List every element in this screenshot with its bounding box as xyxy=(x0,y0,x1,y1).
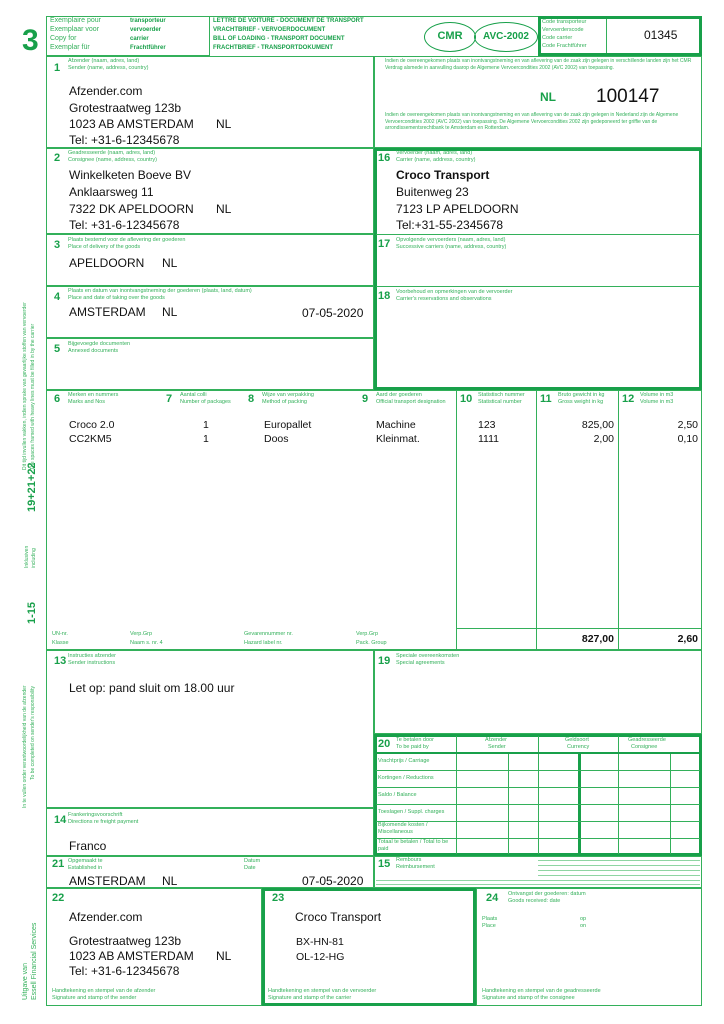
pay-row-carriage: Vrachtprijs / Carriage xyxy=(378,758,430,764)
carrier-phone: Tel:+31-55-2345678 xyxy=(396,218,504,232)
goods-row-2-marks: CC2KM5 xyxy=(69,433,112,445)
col-6-label-en: Marks and Nos xyxy=(68,399,105,405)
copy-label-4: Exemplar für xyxy=(50,44,90,51)
box-14-label-nl: Frankeringsvoorschrift xyxy=(68,812,123,818)
box-5-label-en: Annexed documents xyxy=(68,348,119,354)
goods-row-1-marks: Croco 2.0 xyxy=(69,419,115,431)
total-volume: 2,60 xyxy=(677,633,698,645)
copy-value-1: transporteur xyxy=(130,18,166,24)
established-place: AMSTERDAM xyxy=(69,874,146,888)
box-17-number: 17 xyxy=(378,238,391,250)
side-note-sender-b: To be completed on sender's responsibility xyxy=(30,685,36,780)
sig-sender-caption-en: Signature and stamp of the sender xyxy=(52,995,137,1001)
col-10-number: 10 xyxy=(460,393,473,405)
un-label-2: Naam s. nr. 4 xyxy=(130,640,163,646)
consignee-city: 7322 DK APELDOORN xyxy=(69,202,194,216)
col-11-label-nl: Bruto gewicht in kg xyxy=(558,392,605,398)
total-weight: 827,00 xyxy=(581,633,614,645)
sender-street: Grotestraatweg 123b xyxy=(69,101,182,115)
carrier-code-value: 01345 xyxy=(644,28,678,42)
box-1-label-en: Sender (name, address, country) xyxy=(68,65,149,71)
box-19-number: 19 xyxy=(378,655,391,667)
un-label-3: Klasse xyxy=(52,640,69,646)
box-21-date-label-nl: Datum xyxy=(244,858,261,864)
box-2-label-nl: Geadresseerde (naam, adres, land) xyxy=(68,150,156,156)
sig-sender-phone: Tel: +31-6-12345678 xyxy=(69,964,180,978)
col-12-number: 12 xyxy=(622,393,635,405)
sender-phone: Tel: +31-6-12345678 xyxy=(69,133,180,147)
col-12-label-en: Volume in m3 xyxy=(640,399,674,405)
carrier-code-label-4: Code Frachtführer xyxy=(542,43,587,49)
takeover-date: 07-05-2020 xyxy=(302,306,364,320)
pay-col-consignee-2: Consignee xyxy=(631,744,658,750)
established-date: 07-05-2020 xyxy=(302,874,364,888)
box-19-label-en: Special agreements xyxy=(396,660,445,666)
col-7-label-en: Number of packages xyxy=(180,399,231,405)
un-label-8: Pack. Group xyxy=(356,640,387,646)
goods-row-1-packing: Europallet xyxy=(264,419,312,431)
col-8-number: 8 xyxy=(248,393,255,405)
box-1-label-nl: Afzender (naam, adres, land) xyxy=(68,58,140,64)
consignee-phone: Tel: +31-6-12345678 xyxy=(69,218,180,232)
avc-badge: AVC-2002 xyxy=(474,22,538,52)
box-24-place-nl: Plaats xyxy=(482,916,498,922)
col-6-number: 6 xyxy=(54,393,61,405)
sig-carrier-trailer-plate: OL-12-HG xyxy=(296,951,345,963)
col-10-label-nl: Statistisch nummer xyxy=(478,392,525,398)
box-3-label-nl: Plaats bestemd voor de aflevering der goederen xyxy=(68,237,186,243)
consignee-country: NL xyxy=(216,202,232,216)
un-label-5: Gevarennummer nr. xyxy=(244,631,293,637)
box-23-number: 23 xyxy=(272,892,285,904)
un-label-1: UN-nr. xyxy=(52,631,68,637)
delivery-country: NL xyxy=(162,256,178,270)
box-24-time-en: on xyxy=(580,923,587,929)
copy-value-3: carrier xyxy=(130,36,149,42)
pay-col-sender-1: Afzender xyxy=(485,737,508,743)
col-11-number: 11 xyxy=(540,393,552,405)
copy-number: 3 xyxy=(22,24,39,57)
notice-bottom-text: Indien de overeengekomen plaats van inontvangstneming en van aflevering van de zaak zijn gelegen in Nederland zijn de Algemene Vervoercondities 2002 (AVC 2002) van toepassing. De Algemene Vervoercondities 2002 zijn gedeponeerd ter griffie van de arrondissementsrechtbank te Amsterdam en Rotterdam. xyxy=(385,112,679,131)
box-4-label-en: Place and date of taking over the goods xyxy=(68,295,165,301)
goods-row-1-weight: 825,00 xyxy=(581,419,614,431)
doc-title-4: FRACHTBRIEF - TRANSPORTDOKUMENT xyxy=(213,45,333,51)
sig-sender-city: 1023 AB AMSTERDAM xyxy=(69,949,194,963)
col-10-label-en: Statistical number xyxy=(478,399,522,405)
goods-row-2-volume: 0,10 xyxy=(677,433,698,445)
carrier-code-label-3: Code carrier xyxy=(542,35,573,41)
box-17-label-en: Successive carriers (name, address, country) xyxy=(396,244,507,250)
pay-col-currency-2: Currency xyxy=(567,744,590,750)
box-13-number: 13 xyxy=(54,655,67,667)
un-label-6: Hazard label nr. xyxy=(244,640,283,646)
box-18-number: 18 xyxy=(378,290,391,302)
box-3-number: 3 xyxy=(54,239,61,251)
takeover-place: AMSTERDAM xyxy=(69,305,146,319)
sig-sender-country: NL xyxy=(216,949,232,963)
sender-country: NL xyxy=(216,117,232,131)
box-2-number: 2 xyxy=(54,152,61,164)
pay-row-reductions: Kortingen / Reductions xyxy=(378,775,434,781)
sig-carrier-caption-nl: Handtekening en stempel van de vervoerder xyxy=(268,988,377,994)
box-14-label-en: Directions re freight payment xyxy=(68,819,139,825)
box-21-date-label-en: Date xyxy=(244,865,256,871)
col-9-label-en: Official transport designation xyxy=(376,399,446,405)
box-15-label-nl: Rembours xyxy=(396,857,422,863)
box-17-label-nl: Opvolgende vervoerders (naam, adres, land) xyxy=(396,237,506,243)
box-1-number: 1 xyxy=(54,62,61,74)
goods-row-1-nature: Machine xyxy=(376,419,416,431)
copy-label-1: Exemplaire pour xyxy=(50,17,101,24)
sig-sender-street: Grotestraatweg 123b xyxy=(69,934,182,948)
box-18-label-en: Carrier's reservations and observations xyxy=(396,296,492,302)
box-19-label-nl: Speciale overeenkomsten xyxy=(396,653,460,659)
notice-top-text: Indien de overeengekomen plaats van inontvangstneming en van aflevering van de zaak zijn gelegen in verschillende landen zijn het CMR Verdrag alsmede in aanvulling daarop de Algemene Vervoercondities 2002 (AVC 2002) van toepassing. xyxy=(385,58,692,71)
un-label-7: Verp.Grp xyxy=(356,631,379,637)
copy-value-4: Frachtführer xyxy=(130,45,166,51)
col-6-label-nl: Merken en nummers xyxy=(68,392,119,398)
box-2-label-en: Consignee (name, address, country) xyxy=(68,157,157,163)
box-14-number: 14 xyxy=(54,814,67,826)
box-3-label-en: Place of delivery of the goods xyxy=(68,244,141,250)
box-13-instructions xyxy=(46,650,374,808)
box-18-label-nl: Voorbehoud en opmerkingen van de vervoerder xyxy=(396,289,513,295)
pay-col-currency-1: Geldsoort xyxy=(565,737,589,743)
consignee-street: Anklaarsweg 11 xyxy=(69,185,154,199)
box-16-label-nl: Vervoerder (naam, adres, land) xyxy=(396,150,473,156)
box-16-number: 16 xyxy=(378,152,391,164)
box-15-label-en: Reimbursement xyxy=(396,864,435,870)
sender-city: 1023 AB AMSTERDAM xyxy=(69,117,194,131)
pay-row-misc: Bijkomende kosten / Miscellaneous xyxy=(378,822,428,835)
side-range-including-a: Inklusiven xyxy=(24,545,30,568)
col-7-label-nl: Aantal colli xyxy=(180,392,207,398)
sender-instructions: Let op: pand sluit om 18.00 uur xyxy=(69,681,235,695)
box-5-number: 5 xyxy=(54,343,61,355)
takeover-country: NL xyxy=(162,305,178,319)
copy-label-2: Exemplaar voor xyxy=(50,26,100,33)
box-5-label-nl: Bijgevoegde documenten xyxy=(68,341,131,347)
pay-col-sender-2: Sender xyxy=(488,744,506,750)
sig-carrier-caption-en: Signature and stamp of the carrier xyxy=(268,995,352,1001)
box-13-label-en: Sender instructions xyxy=(68,660,116,666)
un-label-4: Verp.Grp xyxy=(130,631,153,637)
sender-name: Afzender.com xyxy=(69,84,143,98)
box-24-number: 24 xyxy=(486,892,499,904)
carrier-city: 7123 LP APELDOORN xyxy=(396,202,519,216)
side-footer-b: Essell Financial Services xyxy=(31,922,38,1000)
box-21-label-en: Established in xyxy=(68,865,103,871)
sig-carrier-truck-plate: BX-HN-81 xyxy=(296,936,344,948)
carrier-code-label-2: Vervoerderscode xyxy=(542,27,584,33)
goods-row-2-packing: Doos xyxy=(264,433,289,445)
col-12-label-nl: Volume in m3 xyxy=(640,392,674,398)
box-21-label-nl: Opgemaakt te xyxy=(68,858,103,864)
side-note-hazard-b: The spaces framed with heavy lines must be filled in by the carrier xyxy=(30,323,36,470)
box-20-label-en: To be paid by xyxy=(396,744,429,750)
carrier-name: Croco Transport xyxy=(396,168,490,182)
box-24-time-nl: op xyxy=(580,916,587,922)
doc-title-1: LETTRE DE VOITURE - DOCUMENT DE TRANSPORT xyxy=(213,18,364,24)
goods-row-1-stat: 123 xyxy=(478,419,496,431)
carrier-street: Buitenweg 23 xyxy=(396,185,469,199)
sig-sender-name: Afzender.com xyxy=(69,910,143,924)
sig-consignee-caption-nl: Handtekening en stempel van de geadresseerde xyxy=(482,988,601,994)
box-16-label-en: Carrier (name, address, country) xyxy=(396,157,476,163)
established-country: NL xyxy=(162,874,178,888)
pay-col-consignee-1: Geadresseerde xyxy=(628,737,666,743)
sig-sender-caption-nl: Handtekening en stempel van de afzender xyxy=(52,988,156,994)
pay-row-supplements: Toeslagen / Suppl. charges xyxy=(378,809,445,815)
col-9-number: 9 xyxy=(362,393,369,405)
box-24-label-nl: Ontvangst der goederen: datum xyxy=(508,891,586,897)
doc-title-3: BILL OF LOADING - TRANSPORT DOCUMENT xyxy=(213,36,345,42)
sig-consignee-caption-en: Signature and stamp of the consignee xyxy=(482,995,575,1001)
goods-row-2-stat: 1111 xyxy=(478,433,500,445)
copy-value-2: vervoerder xyxy=(130,27,162,33)
consignee-name: Winkelketen Boeve BV xyxy=(69,168,192,182)
pay-row-balance: Saldo / Balance xyxy=(378,792,417,798)
box-4-label-nl: Plaats en datum van inontvangstneming der goederen (plaats, land, datum) xyxy=(68,288,252,294)
side-footer-a: Uitgave van xyxy=(22,963,29,1000)
box-21-number: 21 xyxy=(52,858,65,870)
side-note-hazard-a: Dit tijd invullen vakken, indien sprake van gevaarlijke stoffen van vervoerder xyxy=(22,302,28,470)
box-13-label-nl: Instructies afzender xyxy=(68,653,116,659)
copy-label-3: Copy for xyxy=(50,35,77,42)
side-note-sender-a: In te vullen onder verantwoordelijkheid van de afzender xyxy=(22,685,28,808)
box-4-number: 4 xyxy=(54,291,61,303)
box-22-number: 22 xyxy=(52,892,65,904)
doc-number: 100147 xyxy=(596,86,660,107)
goods-row-1-volume: 2,50 xyxy=(677,419,698,431)
box-15-number: 15 xyxy=(378,858,391,870)
col-11-label-en: Gross weight in kg xyxy=(558,399,604,405)
carrier-code-label-1: Code transporteur xyxy=(542,19,587,25)
delivery-place: APELDOORN xyxy=(69,256,145,270)
cmr-badge: CMR xyxy=(424,22,476,52)
side-range-19-21-22: 19+21+22 xyxy=(26,462,38,512)
box-24-label-en: Goods received: date xyxy=(508,898,561,904)
pay-row-total: Totaal te betalen / Total to be paid xyxy=(378,839,449,852)
doc-title-2: VRACHTBRIEF - VERVOERDOCUMENT xyxy=(213,27,326,33)
goods-row-2-weight: 2,00 xyxy=(593,433,614,445)
doc-country: NL xyxy=(540,90,556,104)
box-20-number: 20 xyxy=(378,738,391,750)
goods-row-2-nature: Kleinmat. xyxy=(376,433,420,445)
col-8-label-en: Method of packing xyxy=(262,399,307,405)
box-24-place-en: Place xyxy=(482,923,496,929)
sig-carrier-name: Croco Transport xyxy=(295,910,382,924)
box-20-label-nl: Te betalen door xyxy=(396,737,434,743)
col-9-label-nl: Aard der goederen xyxy=(376,392,422,398)
freight-direction: Franco xyxy=(69,839,107,853)
side-range-including-b: including xyxy=(31,548,37,568)
side-range-1-15: 1-15 xyxy=(26,601,38,624)
goods-row-2-packages: 1 xyxy=(203,433,209,445)
goods-row-1-packages: 1 xyxy=(203,419,209,431)
col-7-number: 7 xyxy=(166,393,173,405)
col-8-label-nl: Wijze van verpakking xyxy=(262,392,314,398)
